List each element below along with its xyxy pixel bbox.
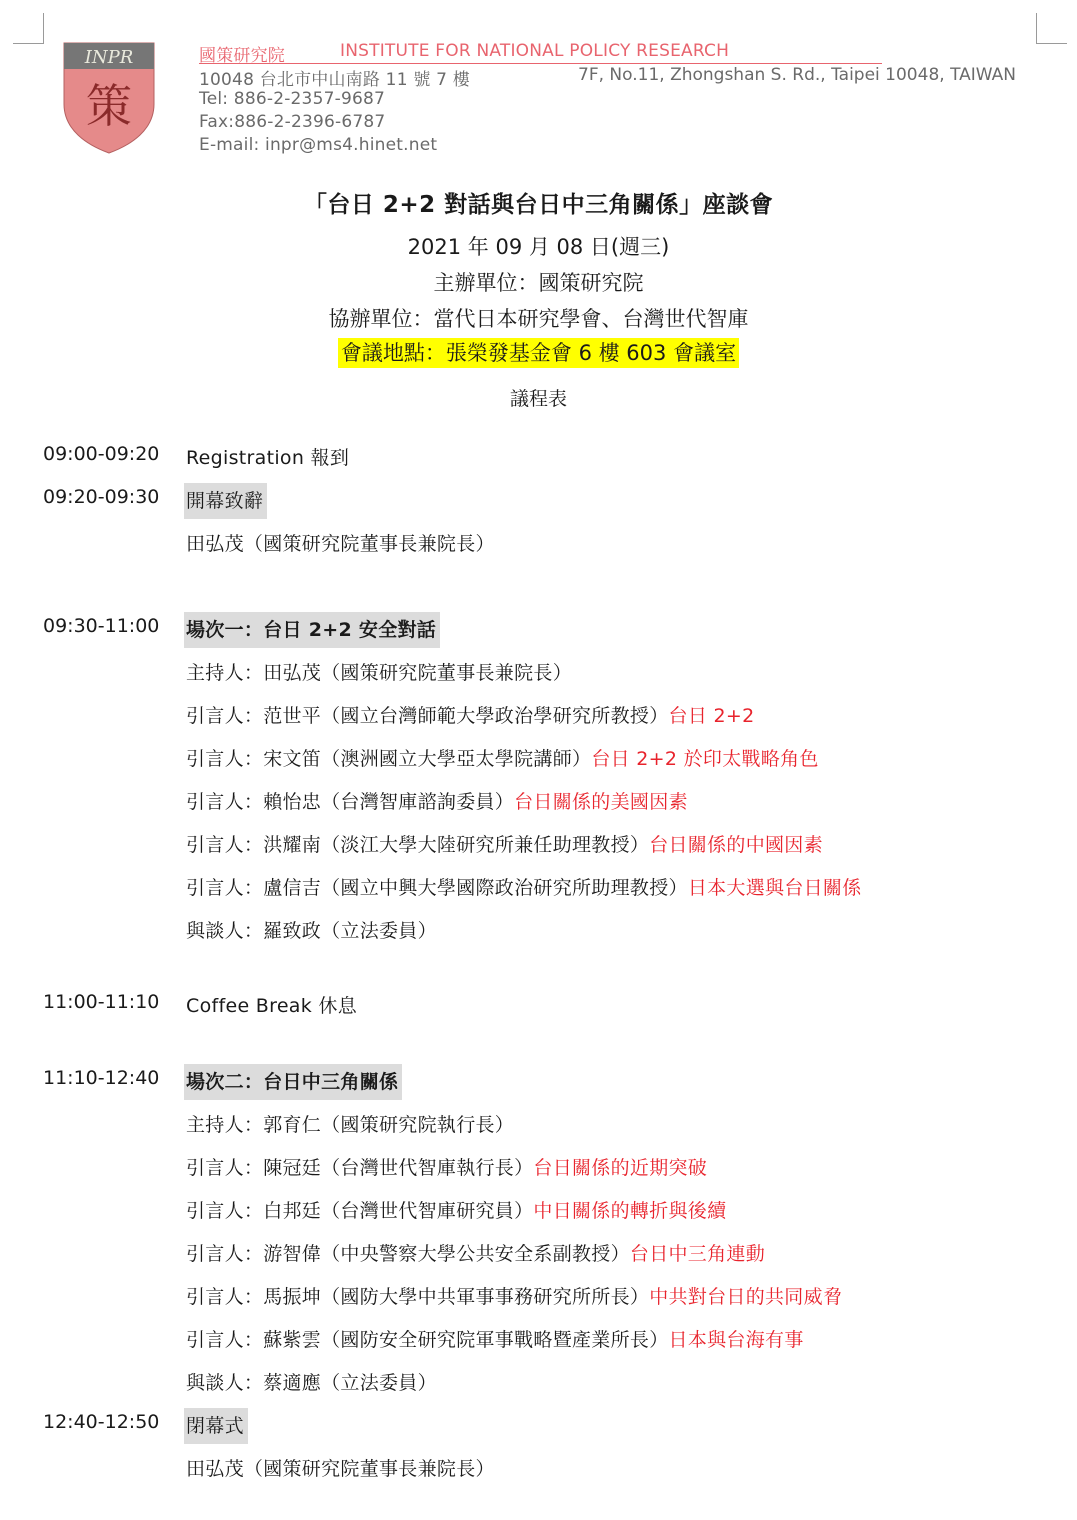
closing-label xyxy=(186,1411,248,1438)
session1-line: 引言人：宋文笛（澳洲國立大學亞太學院講師）台日 2+2 於印太戰略角色 xyxy=(186,748,819,770)
telephone: Tel: 886-2-2357-9687 xyxy=(199,89,386,109)
session1-title-text: 場次一：台日 2+2 安全對話 xyxy=(184,612,440,648)
opening-speaker: 田弘茂（國策研究院董事長兼院長） xyxy=(186,533,495,555)
logo-seal-glyph: 策 xyxy=(86,79,132,133)
address-zh: 10048 台北市中山南路 11 號 7 樓 xyxy=(199,70,470,90)
break-label: Coffee Break 休息 xyxy=(186,995,357,1017)
crop-mark-top-left xyxy=(13,13,44,44)
session2-topic: 台日關係的近期突破 xyxy=(533,1157,708,1179)
session2-topic: 台日中三角連動 xyxy=(629,1243,766,1265)
email: E-mail: inpr@ms4.hinet.net xyxy=(199,135,438,155)
registration-label: Registration 報到 xyxy=(186,447,350,469)
session2-line: 引言人：游智偉（中央警察大學公共安全系副教授）台日中三角連動 xyxy=(186,1243,766,1265)
session2-title xyxy=(186,1067,402,1094)
session1-topic: 台日關係的美國因素 xyxy=(514,791,688,813)
session1-line: 引言人：賴怡忠（台灣智庫諮詢委員）台日關係的美國因素 xyxy=(186,791,688,813)
opening-time: 09:20-09:30 xyxy=(43,486,160,508)
session1-line: 引言人：范世平（國立台灣師範大學政治學研究所教授）台日 2+2 xyxy=(186,705,755,727)
institute-name-zh: 國策研究院 xyxy=(199,46,285,66)
registration-time: 09:00-09:20 xyxy=(43,443,160,465)
institute-name-en: INSTITUTE FOR NATIONAL POLICY RESEARCH xyxy=(340,41,730,61)
closing-time: 12:40-12:50 xyxy=(43,1411,160,1433)
event-title: 「台日 2+2 對話與台日中三角關係」座談會 xyxy=(303,192,774,218)
session1-title xyxy=(186,615,440,642)
session2-line: 引言人：陳冠廷（台灣世代智庫執行長）台日關係的近期突破 xyxy=(186,1157,708,1179)
address-en: 7F, No.11, Zhongshan S. Rd., Taipei 10048, TAIWAN xyxy=(578,65,1016,85)
session2-topic: 日本與台海有事 xyxy=(668,1329,804,1351)
session1-line: 引言人：盧信吉（國立中興大學國際政治研究所助理教授）日本大選與台日關係 xyxy=(186,877,862,899)
opening-label xyxy=(186,486,267,513)
session2-time: 11:10-12:40 xyxy=(43,1067,160,1089)
session2-line: 引言人：馬振坤（國防大學中共軍事事務研究所所長）中共對台日的共同威脅 xyxy=(186,1286,843,1308)
session1-topic: 台日 2+2 於印太戰略角色 xyxy=(591,748,819,770)
fax: Fax:886-2-2396-6787 xyxy=(199,112,386,132)
break-time: 11:00-11:10 xyxy=(43,991,160,1013)
session2-line: 主持人：郭育仁（國策研究院執行長） xyxy=(186,1114,515,1136)
closing-label-text: 閉幕式 xyxy=(184,1408,248,1444)
session2-title-text: 場次二：台日中三角關係 xyxy=(184,1064,402,1100)
inpr-logo xyxy=(63,42,155,154)
session2-topic: 中日關係的轉折與後續 xyxy=(533,1200,727,1222)
session1-line: 與談人：羅致政（立法委員） xyxy=(186,920,437,942)
event-venue-text: 會議地點：張榮發基金會 6 樓 603 會議室 xyxy=(338,338,739,368)
session1-topic: 台日 2+2 xyxy=(668,705,755,727)
event-organizer: 主辦單位：國策研究院 xyxy=(433,271,644,295)
session2-line: 引言人：蘇紫雲（國防安全研究院軍事戰略暨產業所長）日本與台海有事 xyxy=(186,1329,804,1351)
closing-speaker: 田弘茂（國策研究院董事長兼院長） xyxy=(186,1458,495,1480)
session1-topic: 台日關係的中國因素 xyxy=(649,834,823,856)
logo-text: INPR xyxy=(84,47,134,68)
event-venue xyxy=(0,337,1077,367)
event-date: 2021 年 09 月 08 日(週三) xyxy=(407,235,670,259)
session1-topic: 日本大選與台日關係 xyxy=(687,877,862,899)
session2-line: 引言人：白邦廷（台灣世代智庫研究員）中日關係的轉折與後續 xyxy=(186,1200,727,1222)
session2-line: 與談人：蔡適應（立法委員） xyxy=(186,1372,437,1394)
session1-line: 主持人：田弘茂（國策研究院董事長兼院長） xyxy=(186,662,573,684)
crop-mark-top-right xyxy=(1036,13,1067,44)
session1-line: 引言人：洪耀南（淡江大學大陸研究所兼任助理教授）台日關係的中國因素 xyxy=(186,834,823,856)
session2-topic: 中共對台日的共同威脅 xyxy=(649,1286,843,1308)
institute-name xyxy=(199,40,882,64)
event-co-organizer: 協辦單位：當代日本研究學會、台灣世代智庫 xyxy=(328,307,749,331)
session1-time: 09:30-11:00 xyxy=(43,615,160,637)
agenda-label: 議程表 xyxy=(509,388,567,410)
opening-label-text: 開幕致辭 xyxy=(184,483,267,519)
